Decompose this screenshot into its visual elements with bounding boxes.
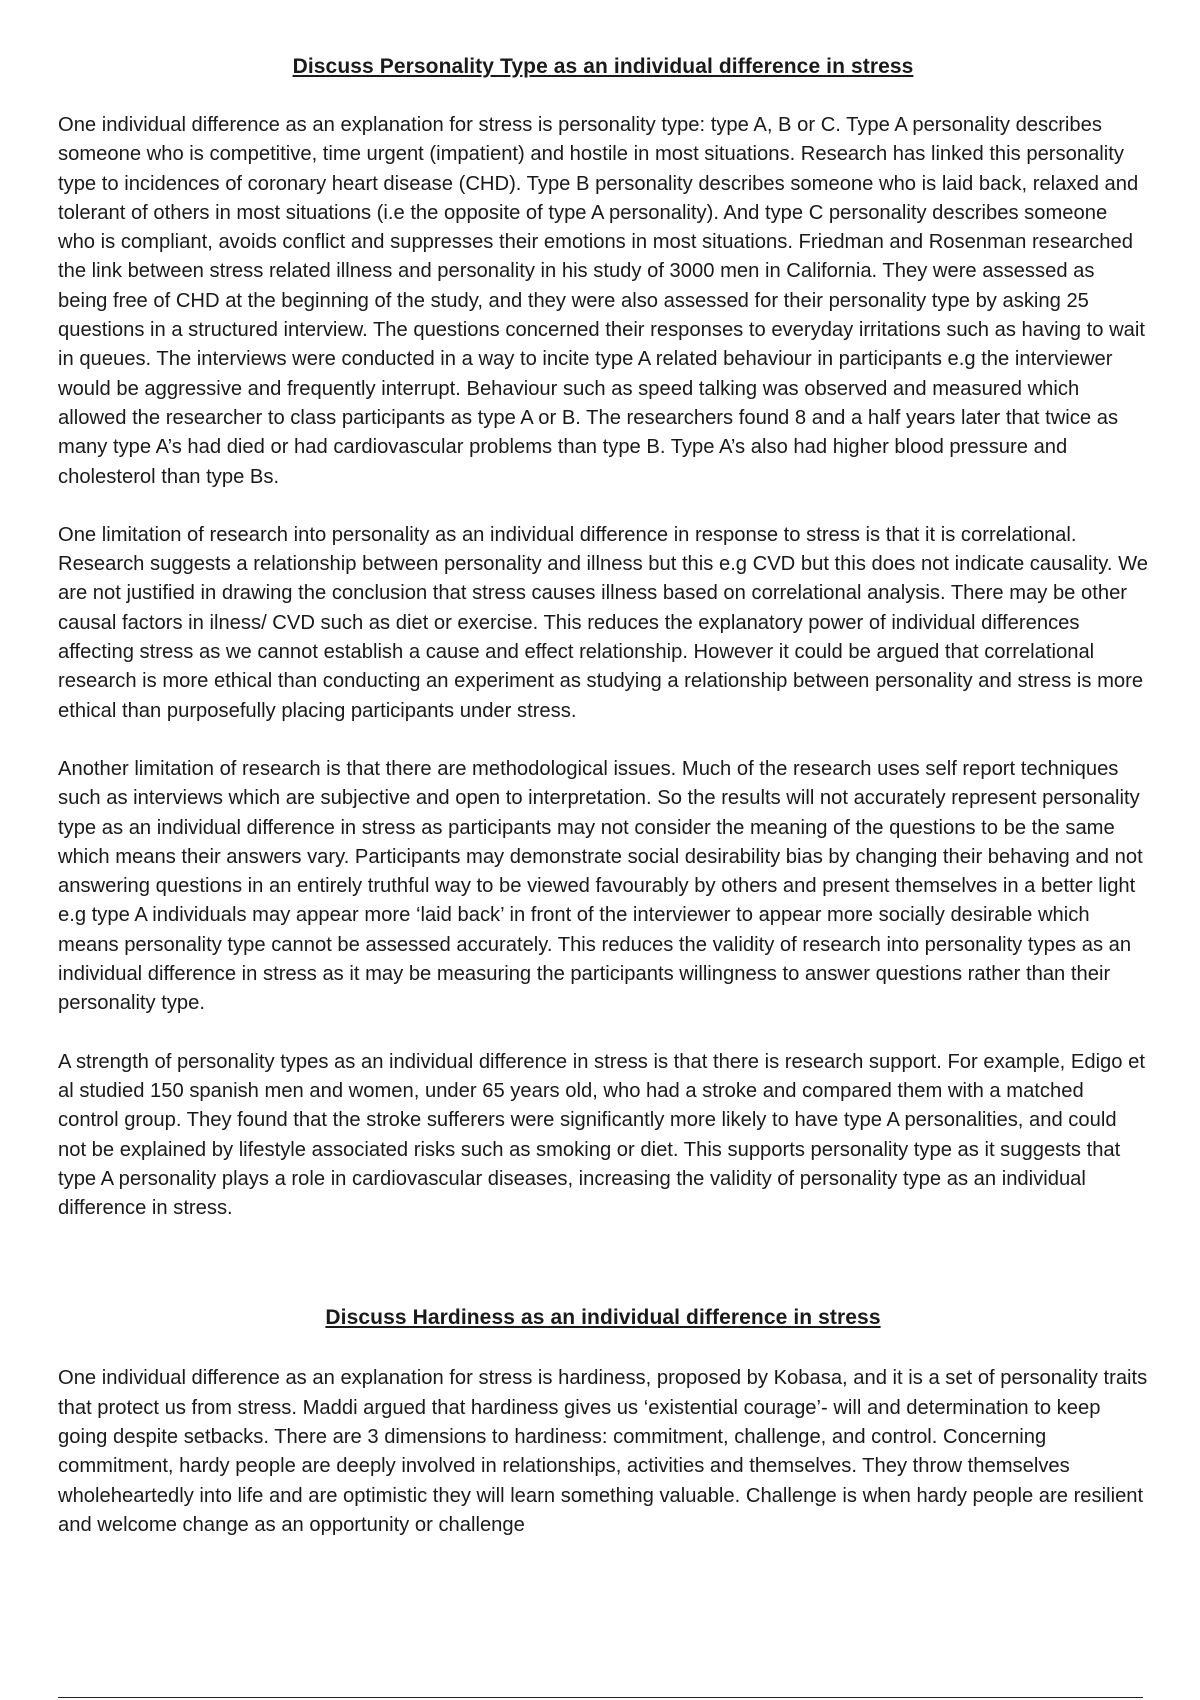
paragraph-research-support-strength: A strength of personality types as an individual difference in stress is that there is research support. For example, Edigo et al studied 150 spanish men and women, under 65 years old, who had a stroke and compared them with a matched control group. They found that the stroke sufferers were significantly more likely to have type A personalities, and could not be explained by lifestyle associated risks such as smoking or diet. This supports personality type as it suggests that type A personality plays a role in cardiovascular diseases, increasing the validity of personality type as an individual difference in stress. — [58, 1050, 1145, 1220]
document-page — [58, 52, 1148, 1569]
page-bottom-rule — [58, 1697, 1143, 1698]
paragraph-methodological-limitation: Another limitation of research is that there are methodological issues. Much of the research uses self report techniques such as interviews which are subjective and open to interpretation. So the results will not accurately represent personality type as an individual difference in stress as participants may not consider the meaning of the questions to be the same which means their answers vary. Participants may demonstrate social desirability bias by changing their behaving and not answering questions in an entirely truthful way to be viewed favourably by others and present themselves in a better light e.g type A individuals may appear more ‘laid back’ in front of the interviewer to appear more socially desirable which means personality type cannot be assessed accurately. This reduces the validity of research into personality types as an individual difference in stress as it may be measuring the participants willingness to answer questions rather than their personality type. — [58, 757, 1143, 1015]
paragraph-correlational-limitation: One limitation of research into personality as an individual difference in response to stress is that it is correlational. Research suggests a relationship between personality and illness but this e.g CVD but this does not indicate causality. We are not justified in drawing the conclusion that stress causes illness based on correlational analysis. There may be other causal factors in ilness/ CVD such as diet or exercise. This reduces the explanatory power of individual differences affecting stress as we cannot establish a cause and effect relationship. However it could be argued that correlational research is more ethical than conducting an experiment as studying a relationship between personality and stress is more ethical than purposefully placing participants under stress. — [58, 523, 1148, 722]
section-title-hardiness: Discuss Hardiness as an individual difference in stress — [325, 1306, 881, 1330]
section-title-personality-type: Discuss Personality Type as an individual difference in stress — [292, 55, 914, 78]
paragraph-hardiness-intro: One individual difference as an explanation for stress is hardiness, proposed by Kobasa, and it is a set of personality traits that protect us from stress. Maddi argued that hardiness gives us ‘existential courage’- will and determination to keep going despite setbacks. There are 3 dimensions to hardiness: commitment, challenge, and control. Concerning commitment, hardy people are deeply involved in relationships, activities and themselves. They throw themselves wholeheartedly into life and are optimistic they will learn something valuable. Challenge is when hardy people are resilient and welcome change as an opportunity or challenge — [58, 1367, 1148, 1536]
paragraph-personality-intro: One individual difference as an explanation for stress is personality type: type A, B or C. Type A personality describes someone who is competitive, time urgent (impatient) and hostile in most situations. Research has linked this personality type to incidences of coronary heart disease (CHD). Type B personality describes someone who is laid back, relaxed and tolerant of others in most situations (i.e the opposite of type A personality). And type C personality describes someone who is compliant, avoids conflict and suppresses their emotions in most situations. Friedman and Rosenman researched the link between stress related illness and personality in his study of 3000 men in California. They were assessed as being free of CHD at the beginning of the study, and they were also assessed for their personality type by asking 25 questions in a structured interview. The questions concerned their responses to everyday irritations such as having to wait in queues. The interviews were conducted in a way to incite type A related behaviour in participants e.g the interviewer would be aggressive and frequently interrupt. Behaviour such as speed talking was observed and measured which allowed the researcher to class participants as type A or B. The researchers found 8 and a half years later that twice as many type A’s had died or had cardiovascular problems than type B. Type A’s also had higher blood pressure and cholesterol than type Bs. — [58, 114, 1145, 488]
